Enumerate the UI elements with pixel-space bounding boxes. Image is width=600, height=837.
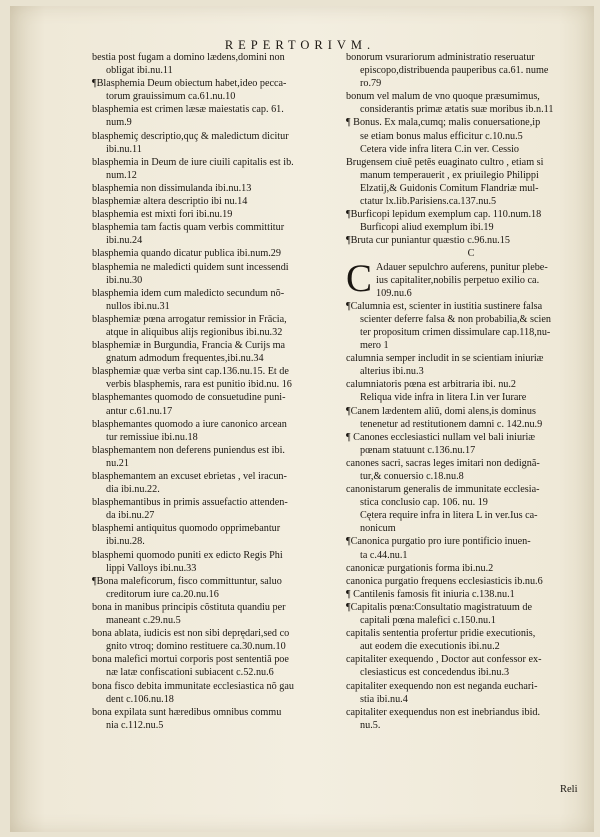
index-line: Burficopi aliud exemplum ibi.19 xyxy=(360,222,494,234)
index-line: canonica purgatio frequens ecclesiasticis ib.nu.6 xyxy=(346,575,543,587)
index-line: clesiasticus est concedendus ibi.nu.3 xyxy=(360,667,510,679)
index-line: Reliqua vide infra in litera I.in ver Iurare xyxy=(360,392,527,404)
index-line: calumnia semper includit in se scientiam iniuriæ xyxy=(346,353,544,365)
index-line: nu.21 xyxy=(106,457,129,469)
index-line: Cetera vide infra litera C.in ver. Cessio xyxy=(360,143,519,155)
index-line: scienter deferre falsa & non probabilia,& scien xyxy=(360,313,551,325)
index-line: blasphemia tam factis quam verbis committitur xyxy=(92,222,285,234)
index-line: capitaliter exequendo non est neganda euchari- xyxy=(346,680,538,692)
index-line: capitalis sententia profertur pridie executionis, xyxy=(346,628,536,640)
index-line: creditorum iure ca.20.nu.16 xyxy=(106,588,219,600)
index-line: stia ibi.nu.4 xyxy=(360,693,408,705)
index-line: ¶Blasphemia Deum obiectum habet,ideo pecca- xyxy=(92,78,287,90)
index-line: Cętera require infra in litera L in ver.Ius ca- xyxy=(360,510,538,522)
index-line: blasphemiæ quæ verba sint cap.136.nu.15. Et de xyxy=(92,366,289,378)
index-line: ¶ Cantilenis famosis fit iniuria c.138.nu.1 xyxy=(346,588,515,600)
index-line: mero 1 xyxy=(360,340,389,352)
index-line: ibi.nu.30 xyxy=(106,274,143,286)
index-line: blasphemia in Deum de iure ciuili capitalis est ib. xyxy=(92,156,294,168)
running-header: REPERTORIVM. xyxy=(224,38,376,52)
index-line: verbis blasphemis, rara est punitio ibid.nu. 16 xyxy=(106,379,292,391)
index-line: blasphemantes quomodo de consuetudine puni- xyxy=(92,392,286,404)
index-line: blasphemiç descriptio,quç & maledictum dicitur xyxy=(92,130,289,142)
index-line: antur c.61.nu.17 xyxy=(106,405,173,417)
index-line: bonorum vsurariorum administratio reseruatur xyxy=(346,52,535,63)
index-line: torum grauissimum ca.61.nu.10 xyxy=(106,91,236,103)
index-line: gnatum admodum frequentes,ibi.nu.34 xyxy=(106,353,264,365)
index-line: pœnam statuunt c.136.nu.17 xyxy=(360,444,476,456)
index-line: bona ablata, iudicis est non sibi deprędari,sed co xyxy=(92,628,290,640)
index-line: bona in manibus principis cõstituta quandiu per xyxy=(92,601,286,613)
index-line: Elzatij,& Guidonis Comitum Flandriæ mul- xyxy=(360,182,539,194)
dropcap: C xyxy=(346,256,373,300)
index-line: blasphemiæ altera descriptio ibi nu.14 xyxy=(92,196,248,208)
index-line: manum temperauerit , ex priuilegio Philippi xyxy=(360,169,539,181)
index-line: dent c.106.nu.18 xyxy=(106,693,174,705)
index-line: obligat ibi.nu.11 xyxy=(106,65,173,77)
index-line: blasphemantes quomodo a iure canonico arcean xyxy=(92,418,287,430)
index-line: ¶Capitalis pœna:Consultatio magistratuum de xyxy=(346,601,532,613)
index-line: nullos ibi.nu.31 xyxy=(106,300,170,312)
index-line: episcopo,distribuenda pauperibus ca.61. nume xyxy=(360,65,549,77)
index-line: ¶ Canones ecclesiastici nullam vel bali iniuriæ xyxy=(346,431,536,443)
index-line: bona fisco debita immunitate ecclesiastica nõ gau xyxy=(92,680,294,692)
index-line: gnito vtroq; domino restituere ca.30.num.10 xyxy=(106,641,286,653)
catchword: Reli xyxy=(560,784,578,795)
index-line: ¶Calumnia est, scienter in iustitia sustinere falsa xyxy=(346,300,543,312)
index-line: atque in aliquibus alijs regionibus ibi.nu.32 xyxy=(106,326,283,338)
index-line: næ latæ confiscationi subiacent c.52.nu.6 xyxy=(106,667,274,679)
index-line: blasphemantem non deferens puniendus est ibi. xyxy=(92,444,285,456)
index-line: canonicæ purgationis forma ibi.nu.2 xyxy=(346,562,494,574)
index-line: ¶Canem lædentem aliũ, domi alens,is dominus xyxy=(346,405,536,417)
left-column xyxy=(92,51,346,732)
index-line: alterius ibi.nu.3 xyxy=(360,366,424,378)
right-column-c-entries xyxy=(346,300,596,732)
index-line: lippi Valloys ibi.nu.33 xyxy=(106,562,197,574)
index-line: ro.79 xyxy=(360,78,382,90)
index-line: capitaliter exequendo , Doctor aut confessor ex- xyxy=(346,654,542,666)
index-line: ibi.nu.11 xyxy=(106,143,142,155)
index-line: Brugensem ciuẽ petẽs euaginato cultro , etiam si xyxy=(346,156,544,168)
index-line: bestia post fugam a domino lædens,domini non xyxy=(92,52,285,63)
index-line: nu.5. xyxy=(360,719,381,731)
index-line: blasphemia est mixti fori ibi.nu.19 xyxy=(92,209,233,221)
index-line: canones sacri, sacras leges imitari non dedignã- xyxy=(346,457,540,469)
index-line: blasphemi quomodo puniti ex edicto Regis Phi xyxy=(92,549,283,561)
index-line: Adauer sepulchro auferens, punitur plebe- xyxy=(376,261,548,273)
index-line: ibi.nu.28. xyxy=(106,536,145,548)
index-line: blasphemi antiquitus quomodo opprimebantur xyxy=(92,523,281,535)
index-line: ¶Bruta cur puniantur quæstio c.96.nu.15 xyxy=(346,235,510,247)
index-line: nonicum xyxy=(360,523,396,535)
index-line: blasphemia idem cum maledicto secundum nõ- xyxy=(92,287,285,299)
index-line: blasphemia quando dicatur publica ibi.num.29 xyxy=(92,248,281,260)
index-line: aut eodem die executionis ibi.nu.2 xyxy=(360,641,500,653)
index-line: ctatur lx.lib.Parisiens.ca.137.nu.5 xyxy=(360,196,497,208)
index-line: ¶ Bonus. Ex mala,cumq; malis conuersatione,ip xyxy=(346,117,541,129)
index-line: bona malefici mortui corporis post sententiã poe xyxy=(92,654,289,666)
index-line: tenenetur ad restitutionem damni c. 142.nu.9 xyxy=(360,418,543,430)
index-line: blasphemantem an excuset ebrietas , vel iracun- xyxy=(92,471,287,482)
index-line: ter propositum crimen dissimulare cap.118,nu- xyxy=(360,326,551,338)
index-line: dia ibi.nu.22. xyxy=(106,484,160,496)
index-line: ibi.nu.24 xyxy=(106,235,143,247)
index-line: blasphemia non dissimulanda ibi.nu.13 xyxy=(92,182,252,194)
index-line: capitaliter exequendus non est inebriandus ibid. xyxy=(346,706,541,718)
index-line: blasphemiæ pœna arrogatur remissior in Fräcia, xyxy=(92,313,287,325)
index-line: ¶Burficopi lepidum exemplum cap. 110.num.18 xyxy=(346,209,542,221)
index-line: ius capitaliter,nobilis perpetuo exilio ca. xyxy=(376,274,540,286)
index-line: da ibi.nu.27 xyxy=(106,510,155,522)
right-column-b-entries xyxy=(346,51,596,247)
index-line: blasphemia ne maledicti quidem sunt incessendi xyxy=(92,261,289,273)
index-line: considerantis primæ ætatis suæ moribus ib.n.11 xyxy=(360,104,554,116)
index-line: stica conclusio cap. 106. nu. 19 xyxy=(360,497,488,509)
index-line: bona expilata sunt hæredibus omnibus commu xyxy=(92,706,282,718)
index-line: maneant c.29.nu.5 xyxy=(106,615,181,627)
dropcap-paragraph xyxy=(346,256,596,300)
index-line: ¶Bona maleficorum, fisco committuntur, saluo xyxy=(92,575,282,587)
index-line: blasphemia est crimen læsæ maiestatis cap. 61. xyxy=(92,104,284,116)
index-line: blasphemiæ in Burgundia, Francia & Curijs ma xyxy=(92,340,286,352)
section-letter: C xyxy=(467,248,475,260)
index-line: canonistarum generalis de immunitate ecclesia- xyxy=(346,484,540,496)
index-line: tur,& conuersio c.18.nu.8 xyxy=(360,471,464,482)
index-line: ¶Canonica purgatio pro iure pontificio inuen- xyxy=(346,536,531,548)
index-line: num.9 xyxy=(106,117,132,129)
index-line: calumniatoris pœna est arbitraria ibi. nu.2 xyxy=(346,379,517,391)
index-line: ta c.44.nu.1 xyxy=(360,549,408,561)
index-line: num.12 xyxy=(106,169,137,181)
right-column xyxy=(346,51,596,732)
index-line: nia c.112.nu.5 xyxy=(106,719,164,731)
index-line: tur remissiue ibi.nu.18 xyxy=(106,431,198,443)
index-line: blasphemantibus in primis assuefactio attenden- xyxy=(92,497,288,509)
index-line: se etiam bonus malus efficitur c.10.nu.5 xyxy=(360,130,523,142)
index-line: capitali pœna malefici c.150.nu.1 xyxy=(360,615,496,627)
index-line: bonum vel malum de vno quoque præsumimus, xyxy=(346,91,540,103)
index-line: 109.nu.6 xyxy=(376,287,412,299)
